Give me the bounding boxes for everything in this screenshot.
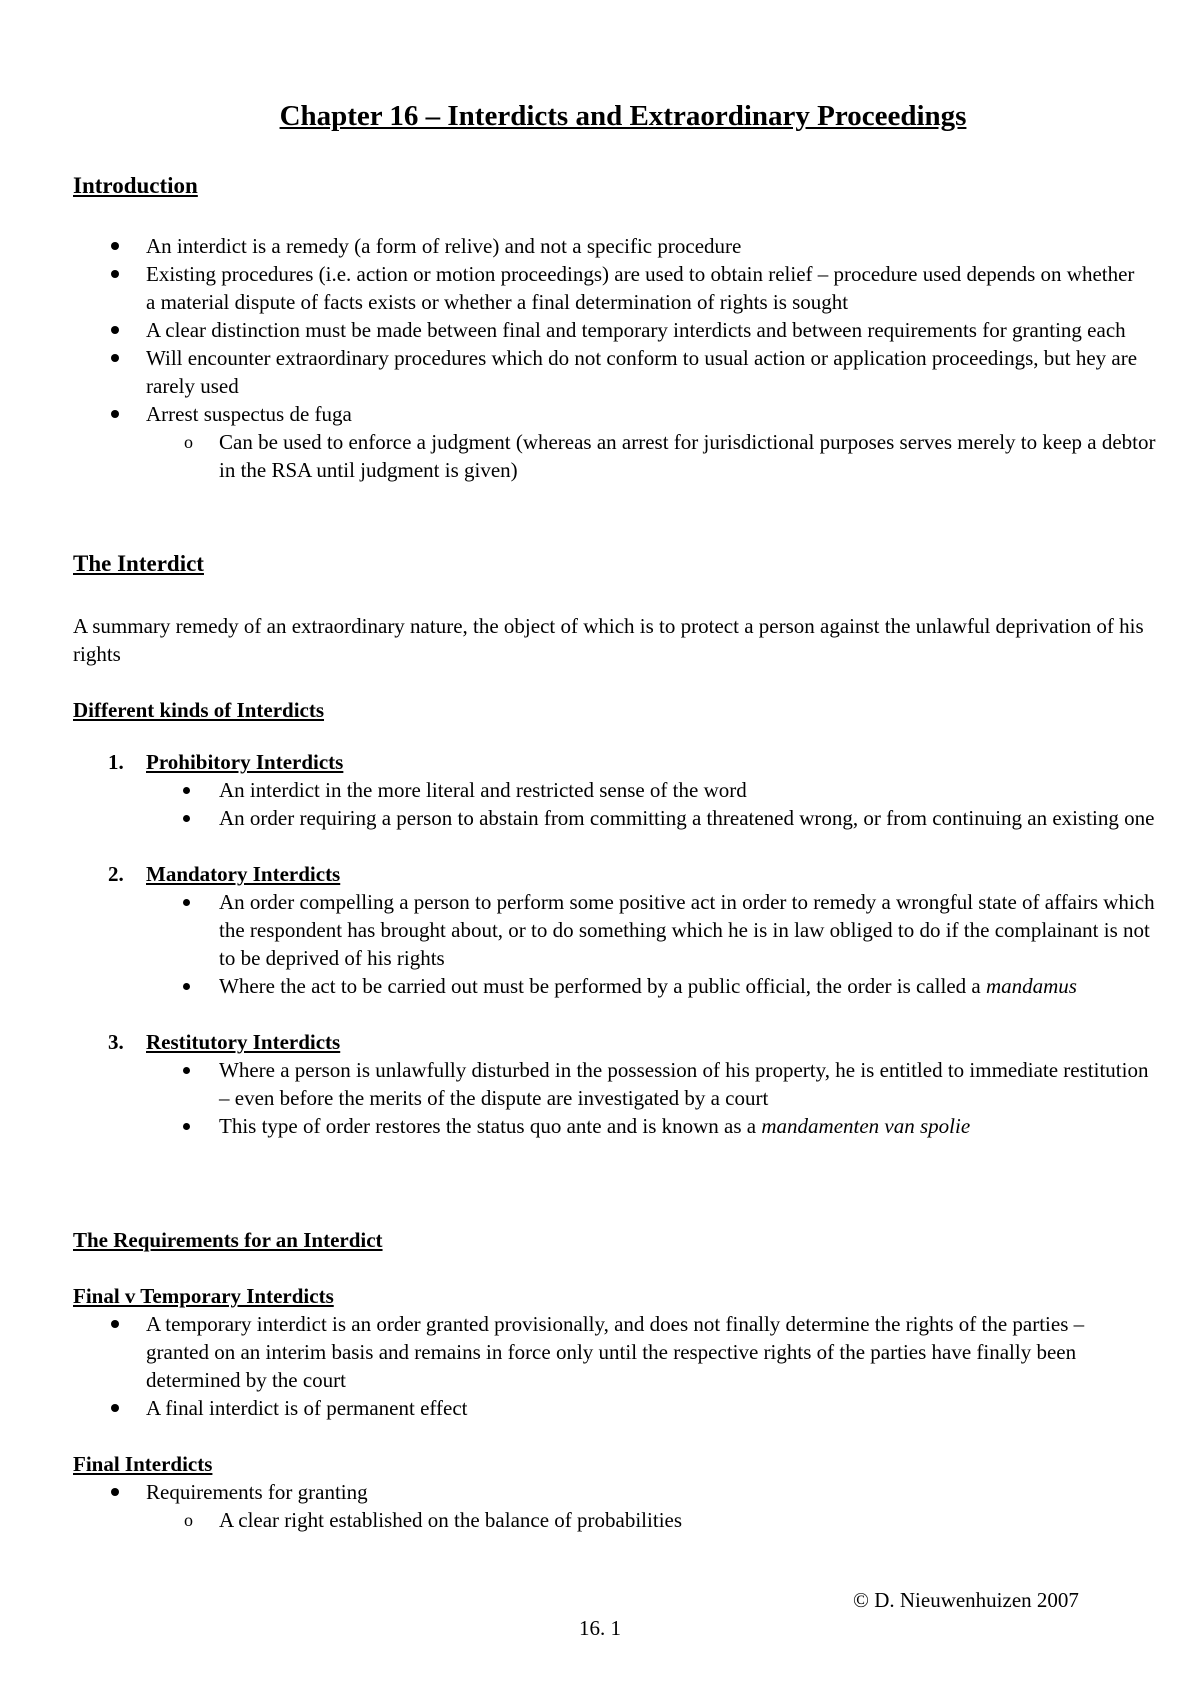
final-v-temporary-heading: Final v Temporary Interdicts: [73, 1284, 334, 1308]
sub-list: [146, 1056, 1173, 1140]
sub-list-item: [146, 972, 1161, 1000]
list-item: [73, 260, 1146, 316]
sub-list: [146, 776, 1173, 832]
page-title: Chapter 16 – Interdicts and Extraordinary Proceedings: [279, 100, 967, 132]
sub-list-item-text: Where the act to be carried out must be performed by a public official, the order is called a: [219, 974, 981, 998]
sub-list-item-text: A clear right established on the balance of probabilities: [219, 1508, 683, 1532]
item-number: 1.: [108, 750, 124, 774]
requirements-heading: The Requirements for an Interdict: [73, 1228, 383, 1252]
page-number: 16. 1: [579, 1616, 621, 1640]
introduction-heading: Introduction: [73, 173, 198, 198]
item-title: Mandatory Interdicts: [146, 862, 341, 886]
bullet-icon: [111, 270, 119, 278]
bullet-icon: [111, 1404, 119, 1412]
list-item-text: Will encounter extraordinary procedures which do not conform to usual action or application proceedings, but hey are rarely used: [146, 346, 1138, 398]
sub-list-item: [146, 776, 1161, 804]
bullet-icon: [183, 787, 190, 794]
list-item: [73, 232, 1146, 260]
list-item-text: A temporary interdict is an order granted provisionally, and does not finally determine the rights of the parties – granted on an interim basis and remains in force only until the respective rights of the parties have finally been determined by the court: [146, 1312, 1085, 1392]
list-item-text: Arrest suspectus de fuga: [146, 402, 352, 426]
bullet-icon: [183, 1123, 190, 1130]
list-item-text: An interdict is a remedy (a form of relive) and not a specific procedure: [146, 234, 742, 258]
kinds-heading: Different kinds of Interdicts: [73, 698, 325, 722]
final-interdicts-list: [73, 1478, 1173, 1534]
kind-item-mandatory: [73, 860, 1173, 1000]
sub-list: [146, 428, 1156, 484]
kind-item-prohibitory: [73, 748, 1173, 832]
sub-list-item-text: This type of order restores the status quo ante and is known as a: [219, 1114, 757, 1138]
circle-bullet-icon: o: [184, 1510, 193, 1530]
sub-list-item: [146, 1506, 1161, 1534]
final-interdicts-heading: Final Interdicts: [73, 1452, 213, 1476]
kinds-list: [73, 748, 1173, 1140]
introduction-list: [73, 232, 1173, 484]
item-number: 2.: [108, 862, 124, 886]
copyright-notice: © D. Nieuwenhuizen 2007: [853, 1588, 1079, 1612]
bullet-icon: [111, 1488, 119, 1496]
interdict-definition: A summary remedy of an extraordinary nature, the object of which is to protect a person against the unlawful deprivation of his rights: [73, 614, 1144, 666]
sub-list-item-text: Can be used to enforce a judgment (whereas an arrest for jurisdictional purposes serves merely to keep a debtor in the RSA until judgment is given): [219, 430, 1156, 482]
circle-bullet-icon: o: [184, 432, 193, 452]
sub-list-item: [146, 1112, 1161, 1140]
sub-list-item-text: Where a person is unlawfully disturbed in the possession of his property, he is entitled to immediate restitution – even before the merits of the dispute are investigated by a court: [219, 1058, 1149, 1110]
sub-list-item-italic: mandamenten van spolie: [761, 1114, 971, 1138]
sub-list-item: [146, 804, 1161, 832]
list-item: [73, 1478, 1146, 1534]
bullet-icon: [183, 899, 190, 906]
list-item-text: A final interdict is of permanent effect: [146, 1396, 468, 1420]
sub-list-item: [146, 428, 1161, 484]
sub-list-item-italic: mandamus: [985, 974, 1077, 998]
sub-list-item: [146, 1056, 1161, 1112]
bullet-icon: [111, 242, 119, 250]
bullet-icon: [183, 1067, 190, 1074]
list-item-text: Existing procedures (i.e. action or motion proceedings) are used to obtain relief – procedure used depends on whether a material dispute of facts exists or whether a final determination of rights is sought: [146, 262, 1135, 314]
sub-list-item: [146, 888, 1161, 972]
list-item: [73, 400, 1156, 484]
interdict-heading: The Interdict: [73, 551, 204, 576]
list-item-text: Requirements for granting: [146, 1480, 368, 1504]
item-title: Restitutory Interdicts: [146, 1030, 341, 1054]
sub-list-item-text: An order requiring a person to abstain from committing a threatened wrong, or from continuing an existing one: [219, 806, 1155, 830]
final-v-temporary-list: [73, 1310, 1173, 1422]
item-title: Prohibitory Interdicts: [146, 750, 344, 774]
list-item: [73, 316, 1146, 344]
bullet-icon: [111, 354, 119, 362]
bullet-icon: [183, 815, 190, 822]
bullet-icon: [183, 983, 190, 990]
item-number: 3.: [108, 1030, 124, 1054]
list-item: [73, 344, 1146, 400]
bullet-icon: [111, 1320, 119, 1328]
sub-list: [146, 1506, 1146, 1534]
sub-list: [146, 888, 1173, 1000]
list-item: [73, 1310, 1146, 1394]
list-item: [73, 1394, 1146, 1422]
sub-list-item-text: An order compelling a person to perform some positive act in order to remedy a wrongful state of affairs which the respondent has brought about, or to do something which he is in law obliged to do if the complainant is not to be deprived of his rights: [219, 890, 1155, 970]
list-item-text: A clear distinction must be made between final and temporary interdicts and between requirements for granting each: [146, 318, 1126, 342]
sub-list-item-text: An interdict in the more literal and restricted sense of the word: [219, 778, 747, 802]
bullet-icon: [111, 326, 119, 334]
bullet-icon: [111, 410, 119, 418]
kind-item-restitutory: [73, 1028, 1173, 1140]
